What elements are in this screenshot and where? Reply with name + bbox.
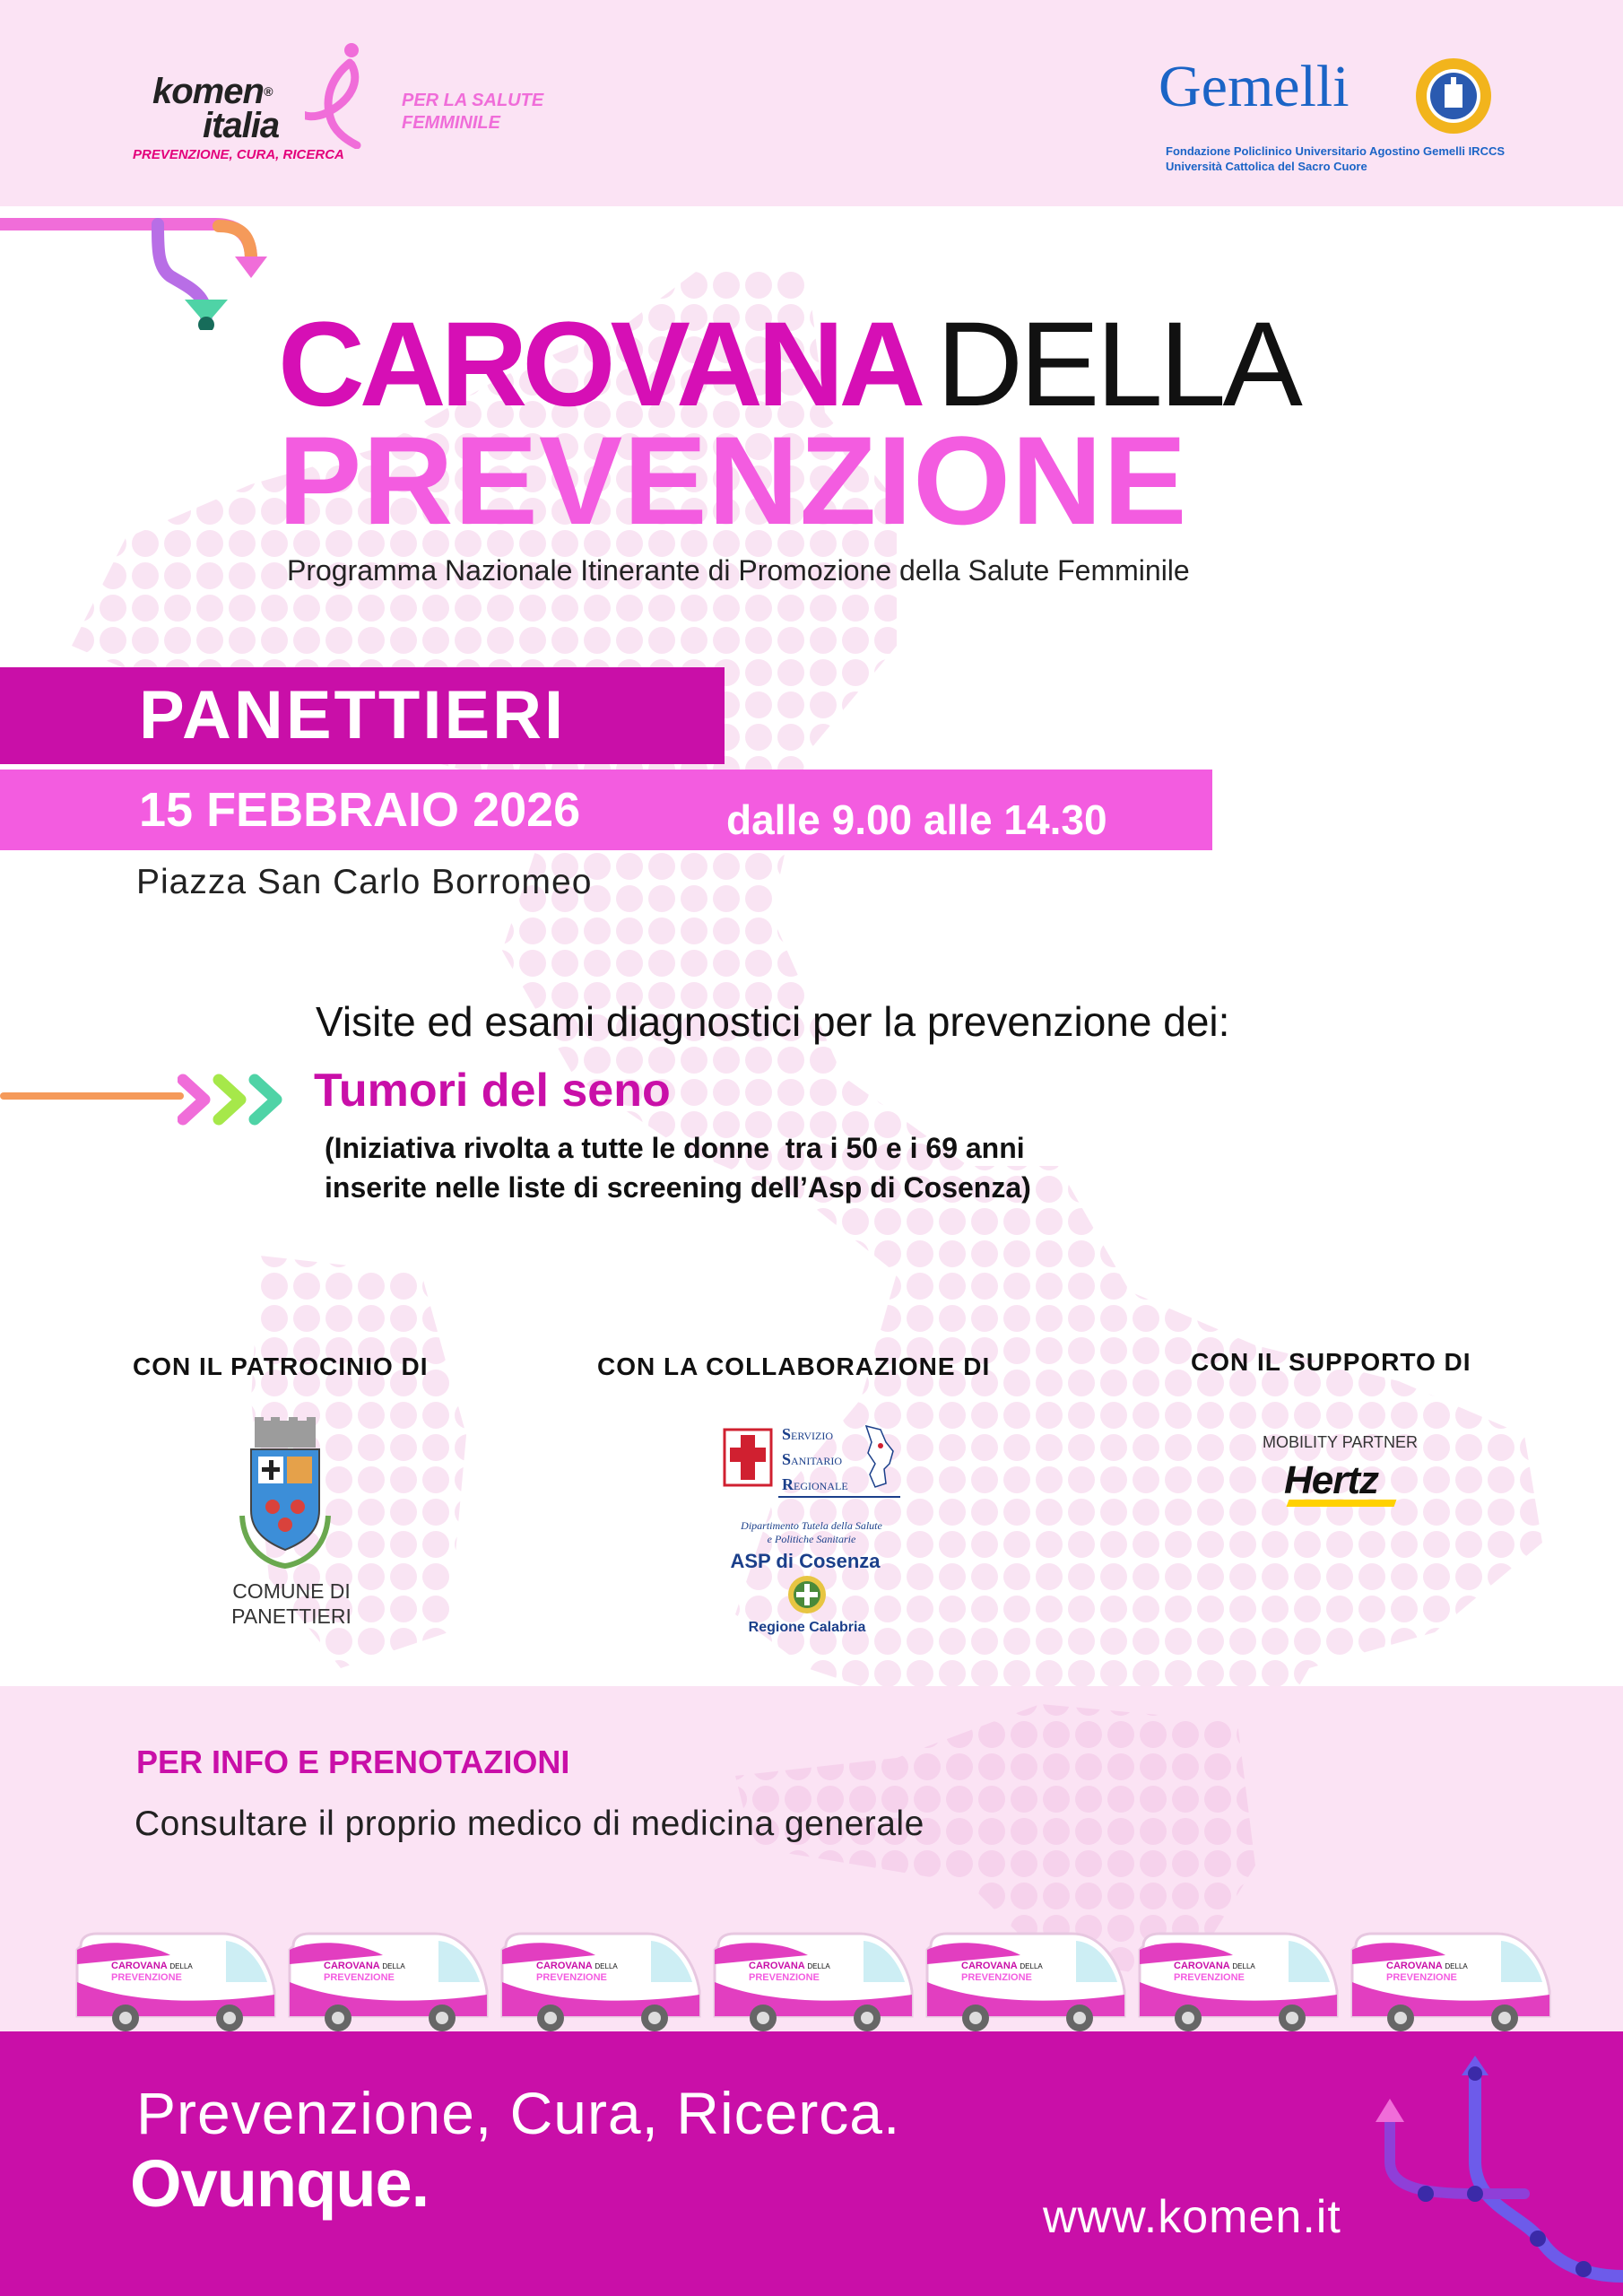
komen-brand-word-2: italia <box>203 106 280 145</box>
van-title3: PREVENZIONE <box>961 1972 1032 1983</box>
service-item: Tumori del seno <box>314 1065 671 1117</box>
comune-line2: PANETTIERI <box>231 1605 352 1628</box>
gemelli-logo-text: Gemelli <box>1159 54 1350 119</box>
service-note-line1: (Iniziativa rivolta a tutte le donne tra i 50 e i 69 anni <box>325 1132 1025 1164</box>
van-title2: DELLA <box>595 1962 618 1970</box>
service-note-line2: inserite nelle liste di screening dell’Asp di Cosenza) <box>325 1171 1031 1204</box>
red-cross-icon <box>723 1428 773 1487</box>
van <box>922 1928 1130 2034</box>
van <box>497 1928 705 2034</box>
ssr-word3: EGIONALE <box>794 1480 848 1492</box>
info-text: Consultare il proprio medico di medicina generale <box>135 1805 924 1843</box>
ssr-dept-line1: Dipartimento Tutela della Salute <box>741 1519 882 1532</box>
footer-slogan-line1: Prevenzione, Cura, Ricerca. <box>136 2080 901 2146</box>
van-title3: PREVENZIONE <box>749 1972 820 1983</box>
van-title2: DELLA <box>1445 1962 1468 1970</box>
title-carovana: CAROVANA <box>278 298 921 431</box>
regione-calabria-emblem-icon <box>787 1575 827 1614</box>
komen-tagline: PREVENZIONE, CURA, RICERCA <box>133 147 344 162</box>
ssr-letter-r: R <box>782 1475 794 1493</box>
van-title2: DELLA <box>382 1962 405 1970</box>
footer-slogan-line2: Ovunque. <box>130 2146 430 2221</box>
van <box>709 1928 917 2034</box>
ssr-letter-s2: S <box>782 1450 792 1468</box>
komen-brand-word: komen <box>152 72 264 111</box>
komen-registered-mark: ® <box>263 84 273 99</box>
info-heading: PER INFO E PRENOTAZIONI <box>136 1744 570 1780</box>
calabria-map-icon <box>859 1424 897 1489</box>
van-title1: CAROVANA <box>324 1961 380 1971</box>
gemelli-subtitle-line2: Università Cattolica del Sacro Cuore <box>1166 160 1367 173</box>
event-town: PANETTIERI <box>139 677 567 753</box>
ssr-word1: ERVIZIO <box>791 1430 834 1442</box>
ssr-word2: ANITARIO <box>791 1455 843 1467</box>
van <box>284 1928 492 2034</box>
komen-side-line1: PER LA SALUTE <box>402 91 544 110</box>
website-link[interactable]: www.komen.it <box>1043 2191 1341 2243</box>
van-title3: PREVENZIONE <box>324 1972 395 1983</box>
patrocinio-heading: CON IL PATROCINIO DI <box>133 1352 429 1380</box>
pink-ribbon-icon <box>305 41 377 149</box>
chevron-arrows-icon <box>178 1073 285 1126</box>
van-title2: DELLA <box>1020 1962 1043 1970</box>
ssr-letter-s1: S <box>782 1425 792 1443</box>
van-title1: CAROVANA <box>536 1961 593 1971</box>
van-title1: CAROVANA <box>111 1961 168 1971</box>
van-title2: DELLA <box>1232 1962 1255 1970</box>
van <box>1134 1928 1342 2034</box>
komen-side-line2: FEMMINILE <box>402 113 500 133</box>
ssr-logo <box>723 1422 902 1512</box>
van-title2: DELLA <box>807 1962 830 1970</box>
hertz-word: Hertz <box>1284 1458 1379 1502</box>
title-della: DELLA <box>936 298 1299 431</box>
arrow-line <box>0 1092 184 1100</box>
regione-calabria-label: Regione Calabria <box>748 1620 866 1635</box>
van-title1: CAROVANA <box>1174 1961 1230 1971</box>
ssr-department <box>717 1519 906 1546</box>
service-note <box>325 1128 1031 1207</box>
van <box>72 1928 280 2034</box>
event-place: Piazza San Carlo Borromeo <box>136 863 593 901</box>
collaborazione-heading: CON LA COLLABORAZIONE DI <box>597 1352 991 1380</box>
ssr-divider <box>778 1496 900 1498</box>
van-title3: PREVENZIONE <box>536 1972 607 1983</box>
comune-name <box>179 1578 404 1629</box>
van-title2: DELLA <box>169 1962 193 1970</box>
event-date: 15 FEBBRAIO 2026 <box>139 783 581 837</box>
van-title1: CAROVANA <box>749 1961 805 1971</box>
gemelli-subtitle <box>1166 144 1505 174</box>
ssr-dept-line2: e Politiche Sanitarie <box>767 1533 856 1545</box>
supporto-heading: CON IL SUPPORTO DI <box>1191 1348 1471 1376</box>
komen-italia-logo <box>133 72 574 172</box>
van-title1: CAROVANA <box>961 1961 1018 1971</box>
mobility-partner-label: MOBILITY PARTNER <box>1263 1433 1419 1451</box>
title-prevenzione: PREVENZIONE <box>278 410 1188 551</box>
gemelli-subtitle-line1: Fondazione Policlinico Universitario Agostino Gemelli IRCCS <box>1166 144 1506 158</box>
event-time: dalle 9.00 alle 14.30 <box>726 796 1107 843</box>
comune-crest-icon <box>235 1417 335 1570</box>
van-title3: PREVENZIONE <box>1386 1972 1457 1983</box>
services-intro: Visite ed esami diagnostici per la prevenzione dei: <box>316 998 1230 1045</box>
van-title3: PREVENZIONE <box>1174 1972 1245 1983</box>
university-seal-icon <box>1415 57 1492 135</box>
decorative-arrows-icon <box>1336 2054 1623 2296</box>
comune-line1: COMUNE DI <box>232 1579 351 1603</box>
asp-cosenza-label: ASP di Cosenza <box>730 1550 881 1572</box>
hertz-logo <box>1280 1458 1401 1510</box>
program-subtitle: Programma Nazionale Itinerante di Promozione della Salute Femminile <box>287 554 1190 587</box>
van <box>1347 1928 1555 2034</box>
van-title1: CAROVANA <box>1386 1961 1443 1971</box>
van-title3: PREVENZIONE <box>111 1972 182 1983</box>
